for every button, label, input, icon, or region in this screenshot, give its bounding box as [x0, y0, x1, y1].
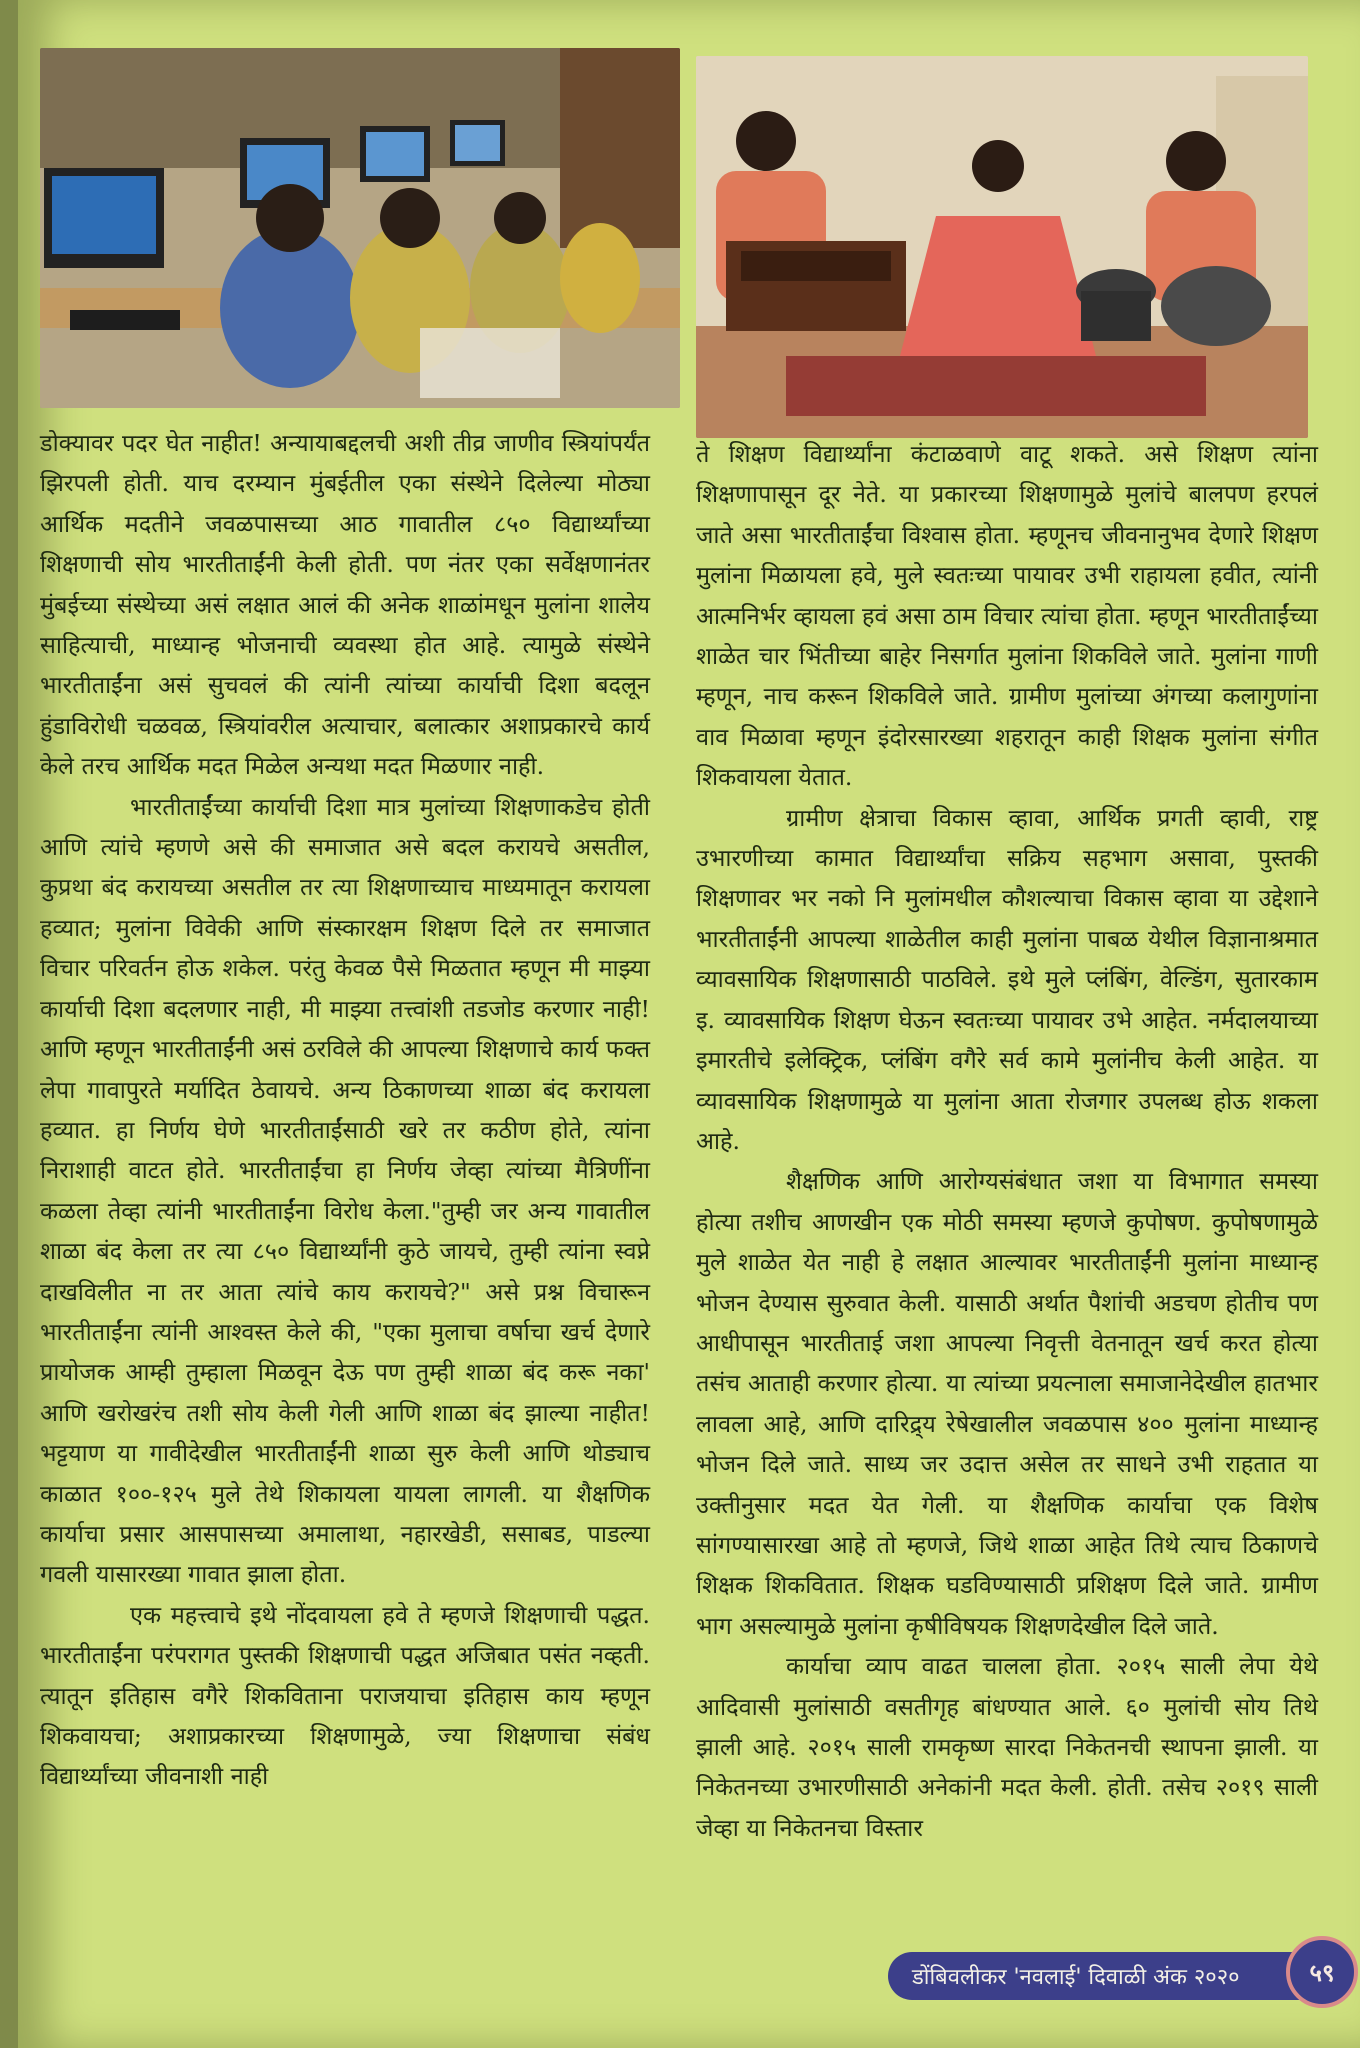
publication-name: डोंबिवलीकर 'नवलाई' दिवाळी अंक २०२० — [912, 1965, 1240, 1990]
page-number: ५९ — [1309, 1958, 1335, 1987]
article-column-left — [40, 423, 650, 1797]
footer-publication-banner — [888, 1952, 1318, 2000]
magazine-page — [18, 0, 1360, 2048]
article-column-right — [696, 434, 1318, 1848]
article-paragraph: एक महत्त्वाचे इथे नोंदवायला हवे ते म्हणजे शिक्षणाची पद्धत. भारतीताईंना परंपरागत पुस्तकी शिक्षणाची पद्धत अजिबात पसंत नव्हती. त्यातून इतिहास वगैरे शिकविताना पराजयाचा इतिहास काय म्हणून शिकवायचा; अशाप्रकारच्या शिक्षणामुळे, ज्या शिक्षणाचा संबंध विद्यार्थ्यांच्या जीवनाशी नाही — [40, 1600, 650, 1791]
article-paragraph: भारतीताईंच्या कार्याची दिशा मात्र मुलांच्या शिक्षणाकडेच होती आणि त्यांचे म्हणणे असे की समाजात असे बदल करायचे असतील, कुप्रथा बंद करायच्या असतील तर त्या शिक्षणाच्याच माध्यमातून करायला हव्यात; मुलांना विवेकी आणि संस्कारक्षम शिक्षण दिले तर समाजात विचार परिवर्तन होऊ शकेल. परंतु केवळ पैसे मिळतात म्हणून मी माझ्या कार्याची दिशा बदलणार नाही, मी माझ्या तत्त्वांशी तडजोड करणार नाही! आणि म्हणून भारतीताईंनी असं ठरविले की आपल्या शिक्षणाचे कार्य फक्त लेपा गावापुरते मर्यादित ठेवायचे. अन्य ठिकाणच्या शाळा बंद करायला हव्यात. हा निर्णय घेणे भारतीताईंसाठी खरे तर कठीण होते, त्यांना निराशाही वाटत होते. भारतीताईंचा हा निर्णय जेव्हा त्यांच्या मैत्रिणींना कळला तेव्हा त्यांनी भारतीताईंना विरोध केला."तुम्ही जर अन्य गावातील शाळा बंद केला तर त्या ८५० विद्यार्थ्यांनी कुठे जायचे, तुम्ही त्यांना स्वप्ने दाखविलीत ना तर आता त्यांचे काय करायचे?" असे प्रश्न विचारून भारतीताईंना त्यांनी आश्वस्त केले की, "एका मुलाचा वर्षाचा खर्च देणारे प्रायोजक आम्ही तुम्हाला मिळवून देऊ पण तुम्ही शाळा बंद करू नका' आणि खरोखरंच तशी सोय केली गेली आणि शाळा बंद झाल्या नाहीत! भट्टयाण या गावीदेखील भारतीताईंनी शाळा सुरु केली आणि थोड्याच काळात १००-१२५ मुले तेथे शिकायला यायला लागली. या शैक्षणिक कार्याचा प्रसार आसपासच्या अमालाथा, नहारखेडी, ससाबड, पाडल्या गवली यासारख्या गावात झाला होता. — [40, 792, 650, 1589]
article-paragraph: ते शिक्षण विद्यार्थ्यांना कंटाळवाणे वाटू शकते. असे शिक्षण त्यांना शिक्षणापासून दूर नेते. या प्रकारच्या शिक्षणामुळे मुलांचे बालपण हरपलं जाते असा भारतीताईंचा विश्वास होता. म्हणूनच जीवनानुभव देणारे शिक्षण मुलांना मिळायला हवे, मुले स्वतःच्या पायावर उभी राहायला हवीत, त्यांनी आत्मनिर्भर व्हायला हवं असा ठाम विचार त्यांचा होता. म्हणून भारतीताईंच्या शाळेत चार भिंतीच्या बाहेर निसर्गात मुलांना शिकविले जाते. मुलांना गाणी म्हणून, नाच करून शिकविले जाते. ग्रामीण मुलांच्या अंगच्या कलागुणांना वाव मिळावा म्हणून इंदोरसारख्या शहरातून काही शिक्षक मुलांना संगीत शिकवायला येतात. — [696, 440, 1318, 792]
photo-music-performance — [696, 56, 1308, 438]
article-paragraph: ग्रामीण क्षेत्राचा विकास व्हावा, आर्थिक प्रगती व्हावी, राष्ट्र उभारणीच्या कामात विद्यार्थ्यांचा सक्रिय सहभाग असावा, पुस्तकी शिक्षणावर भर नको नि मुलांमधील कौशल्याचा विकास व्हावा या उद्देशाने भारतीताईंनी आपल्या शाळेतील काही मुलांना पाबळ येथील विज्ञानाश्रमात व्यावसायिक शिक्षणासाठी पाठविले. इथे मुले प्लंबिंग, वेल्डिंग, सुतारकाम इ. व्यावसायिक शिक्षण घेऊन स्वतःच्या पायावर उभे आहेत. नर्मदालयाच्या इमारतीचे इलेक्ट्रिक, प्लंबिंग वगैरे सर्व कामे मुलांनीच केली आहेत. या व्यावसायिक शिक्षणामुळे या मुलांना आता रोजगार उपलब्ध होऊ शकला आहे. — [696, 803, 1318, 1155]
article-paragraph: कार्याचा व्याप वाढत चालला होता. २०१५ साली लेपा येथे आदिवासी मुलांसाठी वसतीगृह बांधण्यात आले. ६० मुलांची सोय तिथे झाली आहे. २०१५ साली रामकृष्ण सारदा निकेतनची स्थापना झाली. या निकेतनच्या उभारणीसाठी अनेकांनी मदत केली. होती. तसेच २०१९ साली जेव्हा या निकेतनचा विस्तार — [696, 1652, 1318, 1842]
article-paragraph: शैक्षणिक आणि आरोग्यसंबंधात जशा या विभागात समस्या होत्या तशीच आणखीन एक मोठी समस्या म्हणजे कुपोषण. कुपोषणामुळे मुले शाळेत येत नाही हे लक्षात आल्यावर भारतीताईंनी मुलांना माध्यान्ह भोजन देण्यास सुरुवात केली. यासाठी अर्थात पैशांची अडचण होतीच पण आधीपासून भारतीताई जशा आपल्या निवृत्ती वेतनातून खर्च करत होत्या तसंच आताही करणार होत्या. या त्यांच्या प्रयत्नाला समाजानेदेखील हातभार लावला आहे, आणि दारिद्र्य रेषेखालील जवळपास ४०० मुलांना माध्यान्ह भोजन दिले जाते. साध्य जर उदात्त असेल तर साधने उभी राहतात या उक्तीनुसार मदत येत गेली. या शैक्षणिक कार्याचा एक विशेष सांगण्यासारखा आहे तो म्हणजे, जिथे शाळा आहेत तिथे त्याच ठिकाणचे शिक्षक शिकवितात. शिक्षक घडविण्यासाठी प्रशिक्षण दिले जाते. ग्रामीण भाग असल्यामुळे मुलांना कृषीविषयक शिक्षणदेखील दिले जाते. — [696, 1167, 1318, 1640]
photo-computer-lab — [40, 48, 680, 408]
music-performance-illustration — [696, 56, 1308, 438]
article-paragraph: डोक्यावर पदर घेत नाहीत! अन्यायाबद्दलची अशी तीव्र जाणीव स्त्रियांपर्यंत झिरपली होती. याच दरम्यान मुंबईतील एका संस्थेने दिलेल्या मोठ्या आर्थिक मदतीने जवळपासच्या आठ गावातील ८५० विद्यार्थ्यांच्या शिक्षणाची सोय भारतीताईंनी केली होती. पण नंतर एका सर्वेक्षणानंतर मुंबईच्या संस्थेच्या असं लक्षात आलं की अनेक शाळांमधून मुलांना शालेय साहित्याची, माध्यान्ह भोजनाची व्यवस्था होत आहे. त्यामुळे संस्थेने भारतीताईंना असं सुचवलं की त्यांनी त्यांच्या कार्याची दिशा बदलून हुंडाविरोधी चळवळ, स्त्रियांवरील अत्याचार, बलात्कार अशाप्रकारचे कार्य केले तरच आर्थिक मदत मिळेल अन्यथा मदत मिळणार नाही. — [40, 429, 650, 781]
page-number-badge — [1286, 1936, 1358, 2008]
computer-lab-illustration — [40, 48, 680, 408]
